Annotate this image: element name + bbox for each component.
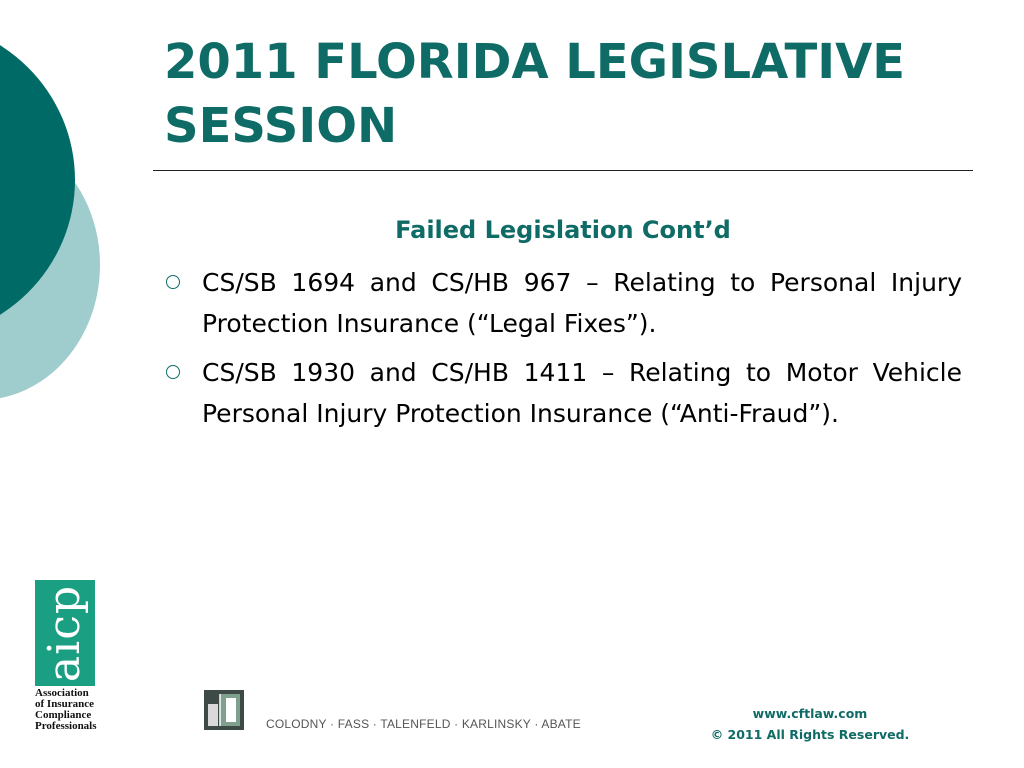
website-link[interactable]: www.cftlaw.com xyxy=(752,706,868,721)
copyright-text: © 2011 All Rights Reserved. xyxy=(710,727,910,742)
aicp-logo xyxy=(35,580,95,686)
bullet-text: CS/SB 1930 and CS/HB 1411 – Relating to Motor Vehicle Personal Injury Protection Insurance (“Anti-Fraud”). xyxy=(202,358,962,428)
title-divider xyxy=(153,170,973,171)
bullet-list xyxy=(162,262,962,442)
bullet-item xyxy=(162,262,962,344)
footer-info xyxy=(700,703,920,745)
circle-bullet-icon xyxy=(166,365,180,379)
aicp-caption xyxy=(35,688,105,732)
aicp-caption-line: Professionals xyxy=(35,720,97,732)
circle-bullet-icon xyxy=(166,275,180,289)
slide-title: 2011 FLORIDA LEGISLATIVE SESSION xyxy=(164,34,906,154)
bullet-item xyxy=(162,352,962,434)
firm-name: COLODNY · FASS · TALENFELD · KARLINSKY · ABATE xyxy=(266,717,581,731)
aicp-caption-line: of Insurance xyxy=(35,698,94,710)
aicp-caption-line: Compliance xyxy=(35,709,92,721)
aicp-logo-mark: aicp xyxy=(39,584,91,682)
slide-subtitle: Failed Legislation Cont’d xyxy=(395,216,731,244)
aicp-caption-line: Association xyxy=(35,687,89,699)
bullet-text: CS/SB 1694 and CS/HB 967 – Relating to Personal Injury Protection Insurance (“Legal Fixes”). xyxy=(202,268,962,338)
firm-logo-icon xyxy=(204,690,244,730)
